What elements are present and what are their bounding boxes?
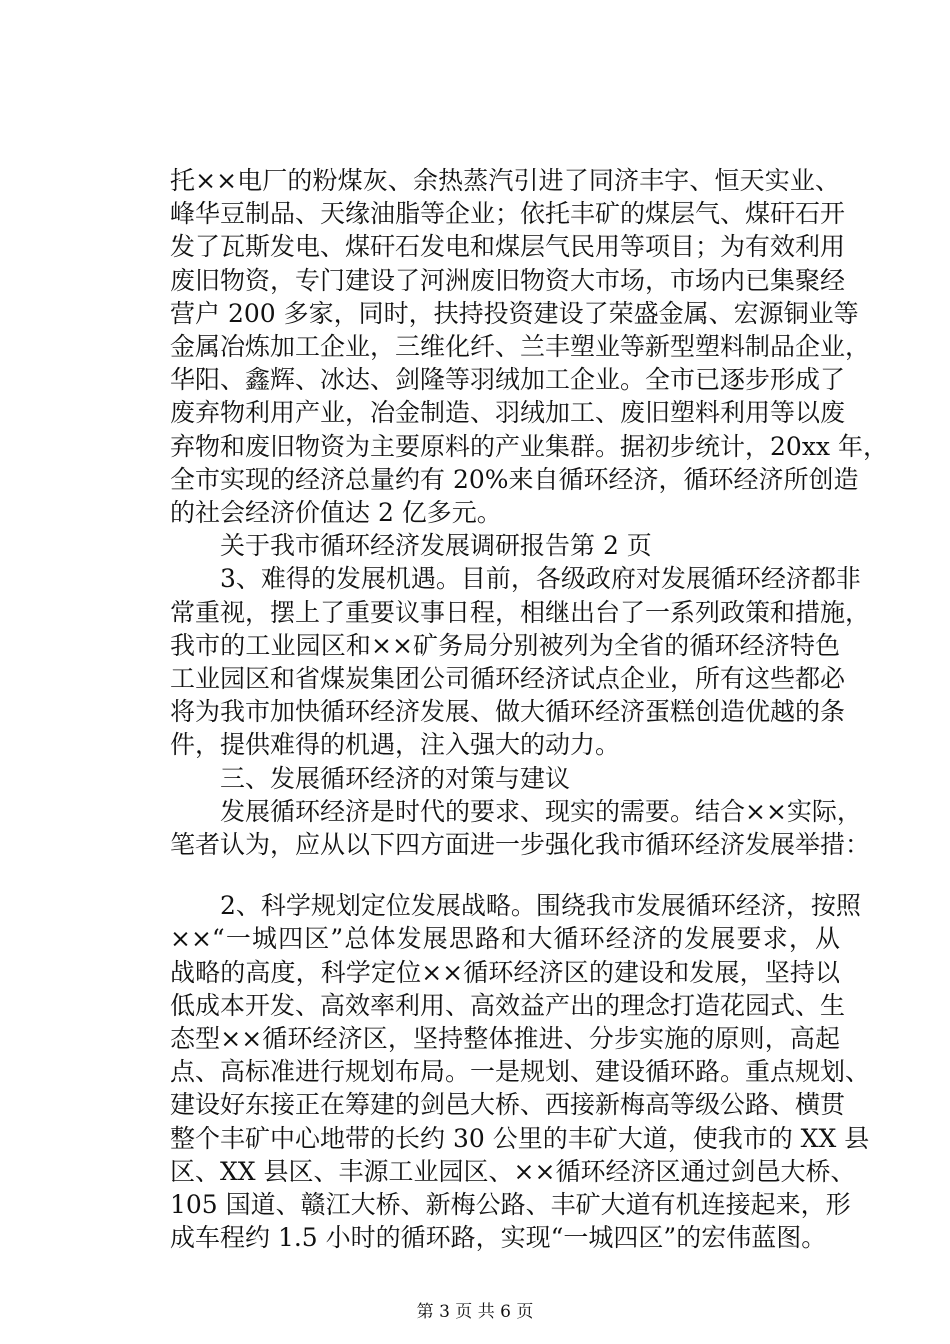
body-text-line: 金属冶炼加工企业，三维化纤、兰丰塑业等新型塑料制品企业， bbox=[170, 332, 871, 361]
body-text-line: 弃物和废旧物资为主要原料的产业集群。据初步统计，20xx 年， bbox=[170, 432, 888, 461]
page-marker-line: 关于我市循环经济发展调研报告第 2 页 bbox=[170, 531, 652, 560]
page-footer: 第 3 页 共 6 页 bbox=[416, 1302, 534, 1322]
body-text-line: 整个丰矿中心地带的长约 30 公里的丰矿大道，使我市的 XX 县 bbox=[170, 1124, 870, 1153]
body-text-line: 建设好东接正在筹建的剑邑大桥、西接新梅高等级公路、横贯 bbox=[170, 1090, 846, 1119]
body-text-line: 的社会经济价值达 2 亿多元。 bbox=[170, 498, 502, 527]
body-text-line: 全市实现的经济总量约有 20%来自循环经济，循环经济所创造 bbox=[170, 465, 859, 494]
body-text-line: 托××电厂的粉煤灰、余热蒸汽引进了同济丰宇、恒天实业、 bbox=[170, 166, 840, 195]
body-text-line: 废弃物利用产业，冶金制造、羽绒加工、废旧塑料利用等以废 bbox=[170, 398, 846, 427]
body-text-line: 区、XX 县区、丰源工业园区、××循环经济区通过剑邑大桥、 bbox=[170, 1157, 856, 1186]
body-text-line: 华阳、鑫辉、冰达、剑隆等羽绒加工企业。全市已逐步形成了 bbox=[170, 365, 846, 394]
body-text-line: 峰华豆制品、天缘油脂等企业；依托丰矿的煤层气、煤矸石开 bbox=[170, 199, 846, 228]
body-text-line: 战略的高度，科学定位××循环经济区的建设和发展，坚持以 bbox=[170, 958, 840, 987]
body-text-line: 笔者认为，应从以下四方面进一步强化我市循环经济发展举措： bbox=[170, 830, 871, 859]
body-text-line: 发展循环经济是时代的要求、现实的需要。结合××实际， bbox=[170, 797, 862, 826]
body-text-line: 件，提供难得的机遇，注入强大的动力。 bbox=[170, 730, 621, 759]
body-text-line: 2、科学规划定位发展战略。围绕我市发展循环经济，按照 bbox=[170, 891, 861, 920]
body-text-line: 3、难得的发展机遇。目前，各级政府对发展循环经济都非 bbox=[170, 564, 861, 593]
body-text-line: 常重视，摆上了重要议事日程，相继出台了一系列政策和措施， bbox=[170, 598, 871, 627]
body-text-line: 营户 200 多家，同时，扶持投资建设了荣盛金属、宏源铜业等 bbox=[170, 299, 859, 328]
body-text-line: 低成本开发、高效率利用、高效益产出的理念打造花园式、生 bbox=[170, 991, 846, 1020]
section-heading: 三、发展循环经济的对策与建议 bbox=[170, 764, 571, 793]
body-text-line: 发了瓦斯发电、煤矸石发电和煤层气民用等项目；为有效利用 bbox=[170, 232, 846, 261]
body-text-line: 我市的工业园区和××矿务局分别被列为全省的循环经济特色 bbox=[170, 631, 840, 660]
body-text-line: 工业园区和省煤炭集团公司循环经济试点企业，所有这些都必 bbox=[170, 664, 846, 693]
body-text-line: 将为我市加快循环经济发展、做大循环经济蛋糕创造优越的条 bbox=[170, 697, 846, 726]
body-text-line: 成车程约 1.5 小时的循环路，实现“一城四区”的宏伟蓝图。 bbox=[170, 1223, 827, 1252]
body-text-line: 105 国道、赣江大桥、新梅公路、丰矿大道有机连接起来，形 bbox=[170, 1190, 851, 1219]
body-text-line: 态型××循环经济区，坚持整体推进、分步实施的原则，高起 bbox=[170, 1024, 840, 1053]
body-text-line: ××“一城四区”总体发展思路和大循环经济的发展要求，从 bbox=[170, 924, 840, 953]
body-text-line: 废旧物资，专门建设了河洲废旧物资大市场，市场内已集聚经 bbox=[170, 266, 846, 295]
body-text-line: 点、高标准进行规划布局。一是规划、建设循环路。重点规划、 bbox=[170, 1057, 871, 1086]
